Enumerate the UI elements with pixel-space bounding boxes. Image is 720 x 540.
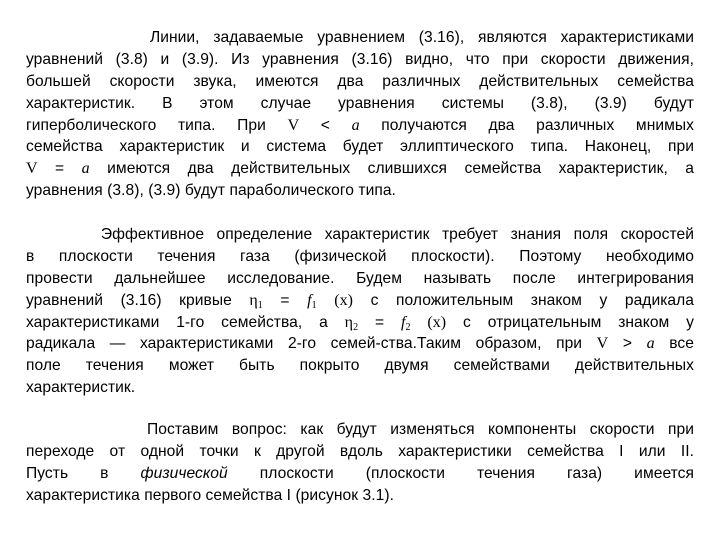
text-run: > (608, 335, 647, 353)
text-line (26, 180, 694, 202)
text-line (26, 71, 694, 93)
math-symbol: V (26, 160, 38, 178)
math-symbol: V (596, 335, 609, 353)
math-subscript: 1 (311, 299, 317, 311)
text-line (26, 49, 694, 71)
paragraph-velocity-field (26, 224, 694, 399)
text-run: = (262, 291, 308, 309)
text-run: имеются два действительных слившихся семейства характеристик, а (89, 160, 694, 178)
text-run: < (299, 116, 352, 134)
text-run: с отрицательным знаком у (446, 313, 694, 331)
text-run: характеристиками 1-го семейства, а (26, 313, 345, 331)
text-run: в плоскости течения газа (физической плоскости). Поэтому необходимо (26, 247, 694, 265)
italic-text: физической (140, 464, 228, 482)
text-run: = (358, 313, 401, 331)
text-run: Поставим вопрос: как будут изменяться компоненты скорости при (26, 421, 694, 438)
math-symbol: f (400, 313, 406, 331)
text-run: уравнений (3.8) и (3.9). Из уравнения (3.16) видно, что при скорости движения, (26, 50, 694, 68)
text-line (26, 377, 694, 399)
text-line (26, 419, 694, 441)
math-symbol: η (249, 291, 258, 309)
math-symbol: a (81, 160, 90, 178)
math-symbol: V (287, 116, 300, 134)
text-run: семейства характеристик и система будет эллиптического типа. Наконец, при (26, 138, 694, 156)
math-symbol: (x) (427, 313, 447, 331)
text-line (26, 485, 694, 507)
text-run: с положительным знаком у радикала (353, 291, 695, 309)
text-line (26, 333, 694, 355)
text-run: уравнений (3.16) кривые (26, 291, 250, 309)
text-run: Эффективное определение характеристик требует знания поля скоростей (26, 226, 694, 243)
text-line (26, 158, 694, 180)
text-run: все (654, 335, 694, 353)
math-subscript: 1 (257, 299, 263, 311)
text-run: характеристик. (26, 379, 136, 397)
text-line (26, 224, 694, 246)
math-symbol: (x) (334, 291, 354, 309)
text-line (26, 115, 694, 137)
paragraph-characteristics-types (26, 27, 694, 202)
text-run: плоскости (плоскости течения газа) имеется (227, 464, 695, 482)
text-line (26, 268, 694, 290)
text-run: Линии, задаваемые уравнением (3.16), являются характеристиками (26, 29, 694, 46)
text-line (26, 441, 694, 463)
text-run: провести дальнейшее исследование. Будем называть после интегрирования (26, 269, 694, 287)
text-line (26, 312, 694, 334)
paragraph-velocity-components (26, 419, 694, 507)
text-run (317, 292, 335, 309)
math-symbol: η (344, 313, 354, 331)
text-run: большей скорости звука, имеются два различных действительных семейства (26, 72, 694, 90)
text-line (26, 136, 694, 158)
text-run: поле течения может быть покрыто двумя семействами действительных (26, 357, 694, 375)
text-line (26, 246, 694, 268)
text-run (411, 314, 428, 331)
math-subscript: 2 (353, 321, 359, 333)
text-line (26, 355, 694, 377)
text-run: Пусть в (26, 464, 141, 482)
text-run: получаются два различных мнимых (359, 116, 694, 134)
text-line (26, 290, 694, 312)
text-run: переходе от одной точки к другой вдоль характеристики семейства I или II. (26, 442, 694, 460)
math-subscript: 2 (405, 321, 411, 333)
math-symbol: f (307, 291, 312, 309)
text-line (26, 463, 694, 485)
text-line (26, 93, 694, 115)
text-run: гиперболического типа. При (26, 116, 288, 134)
text-run: уравнения (3.8), (3.9) будут параболического типа. (26, 182, 396, 200)
text-run: характеристик. В этом случае уравнения системы (3.8), (3.9) будут (26, 94, 694, 112)
text-run: радикала — характеристиками 2-го семей-ства.Таким образом, при (26, 335, 597, 353)
math-symbol: a (646, 335, 655, 353)
text-run: = (37, 160, 82, 178)
text-run: характеристика первого семейства I (рисунок 3.1). (26, 486, 394, 504)
text-line (26, 27, 694, 49)
math-symbol: a (351, 116, 360, 134)
